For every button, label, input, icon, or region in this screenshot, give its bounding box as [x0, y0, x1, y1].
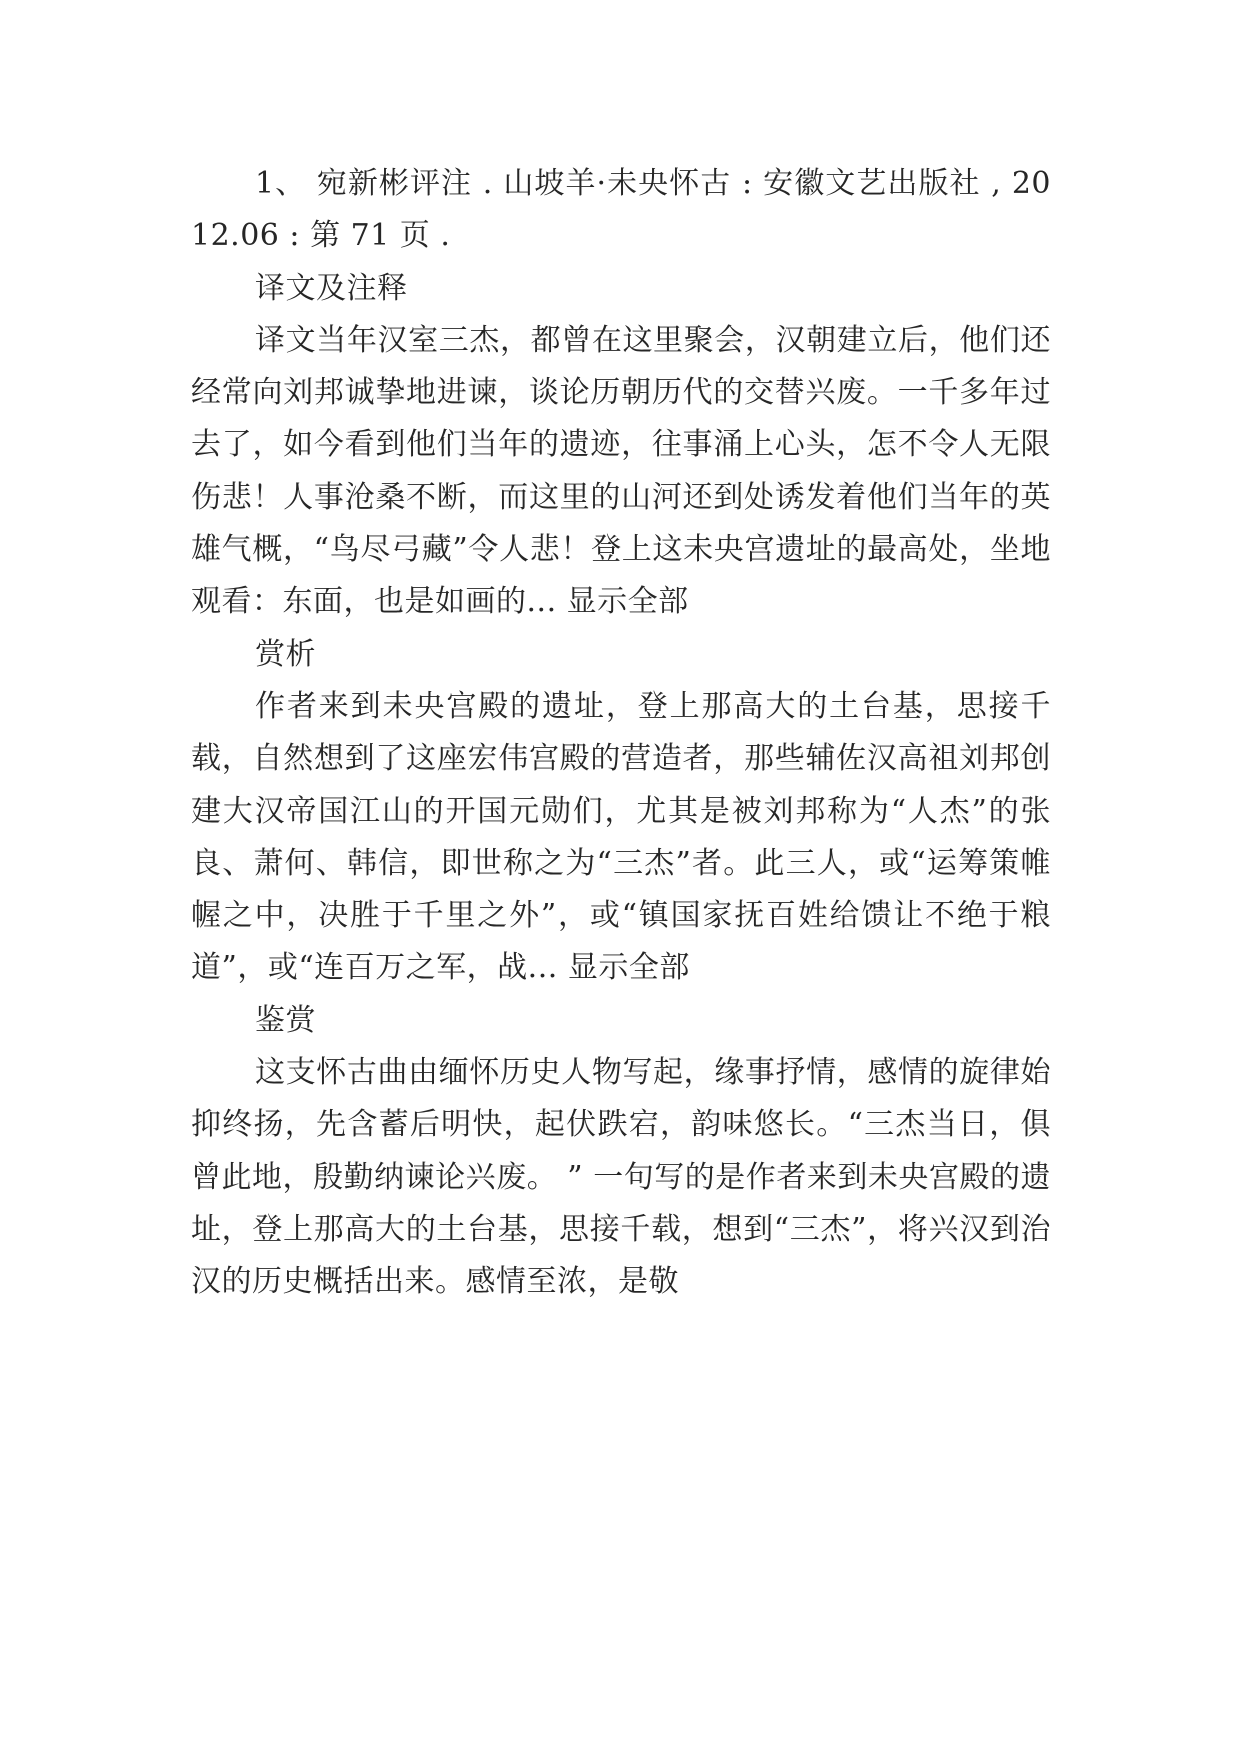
translation-heading: 译文及注释 — [255, 270, 408, 306]
appreciation-paragraph — [191, 681, 1051, 995]
reference-citation: 1、 宛新彬评注 . 山坡羊·未央怀古 : 安徽文艺出版社 , 2012.06 : 第 71 页 . — [191, 166, 1051, 254]
review-heading: 鉴赏 — [255, 1002, 316, 1038]
document-page — [191, 158, 1051, 1309]
review-paragraph: 这支怀古曲由缅怀历史人物写起，缘事抒情，感情的旋律始抑终扬，先含蓄后明快，起伏跌宕，韵味悠长。“三杰当日，俱曾此地，殷勤纳谏论兴废。 ” 一句写的是作者来到未央宫殿的遗址，登上那高大的土台基，思接千载，想到“三杰”，将兴汉到治汉的历史概括出来。感情至浓，是敬 — [191, 1055, 1051, 1300]
translation-text: 译文当年汉室三杰，都曾在这里聚会，汉朝建立后，他们还经常向刘邦诚挚地进谏，谈论历朝历代的交替兴废。一千多年过去了，如今看到他们当年的遗迹，往事涌上心头，怎不令人无限伤悲！人事沧桑不断，而这里的山河还到处诱发着他们当年的英雄气概，“鸟尽弓藏”令人悲！登上这未央宫遗址的最高处，坐地观看：东面，也是如画的... — [191, 322, 1051, 620]
appreciation-heading: 赏析 — [255, 636, 316, 672]
appreciation-text: 作者来到未央宫殿的遗址，登上那高大的土台基，思接千载，自然想到了这座宏伟宫殿的营造者，那些辅佐汉高祖刘邦创建大汉帝国江山的开国元勋们，尤其是被刘邦称为“人杰”的张良、萧何、韩信，即世称之为“三杰”者。此三人，或“运筹策帷幄之中，决胜于千里之外”，或“镇国家抚百姓给馈让不绝于粮道”，或“连百万之军，战... — [191, 688, 1051, 986]
appreciation-show-all-link[interactable]: 显示全部 — [557, 950, 690, 986]
translation-paragraph — [191, 315, 1051, 629]
translation-show-all-link[interactable]: 显示全部 — [556, 584, 689, 620]
